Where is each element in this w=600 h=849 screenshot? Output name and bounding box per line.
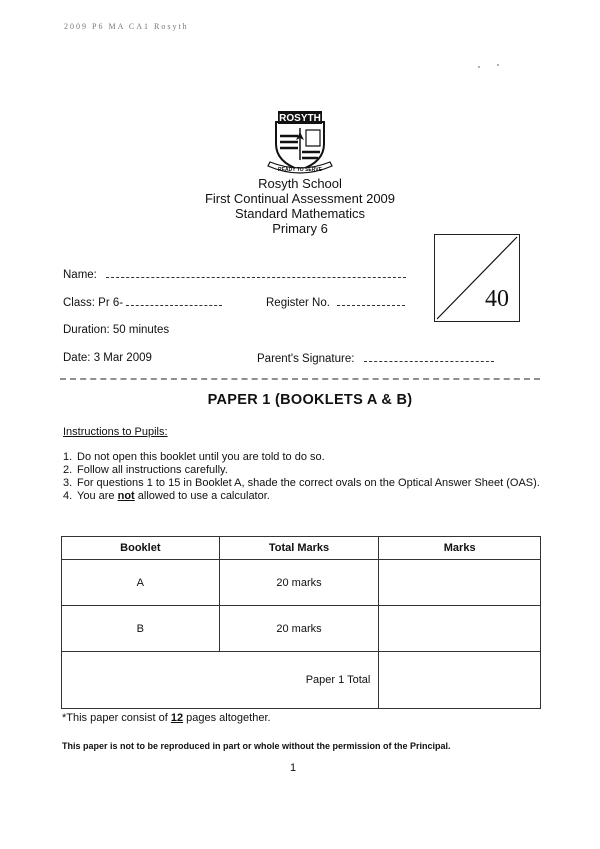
paper-total-label: Paper 1 Total	[62, 652, 379, 709]
instruction-item: 3. For questions 1 to 15 in Booklet A, shade the correct ovals on the Optical Answer Sheet (OAS).	[63, 477, 540, 489]
name-line[interactable]	[106, 268, 406, 278]
header-booklet: Booklet	[62, 537, 220, 560]
marks-table	[61, 536, 541, 709]
class-field[interactable]	[63, 296, 222, 309]
register-label: Register No.	[266, 297, 330, 309]
scan-speck	[478, 66, 480, 68]
class-label: Class:	[63, 297, 95, 309]
scan-speck	[497, 64, 499, 66]
class-line[interactable]	[126, 296, 222, 306]
paper-title: PAPER 1 (BOOKLETS A & B)	[207, 392, 413, 408]
total-marks-cell: 20 marks	[219, 560, 379, 606]
total-marks-value: 40	[485, 286, 509, 312]
date-label: Date:	[63, 352, 91, 364]
instruction-item: 2. Follow all instructions carefully.	[63, 464, 228, 476]
total-marks-cell: 20 marks	[219, 606, 379, 652]
duration-field	[63, 324, 169, 336]
header-total-marks: Total Marks	[219, 537, 379, 560]
parent-signature-line[interactable]	[364, 352, 494, 362]
svg-text:ROSYTH: ROSYTH	[279, 113, 321, 124]
paper-total-entry-cell[interactable]	[379, 652, 541, 709]
page-number: 1	[290, 762, 297, 774]
score-box	[434, 234, 520, 322]
page-count-note: *This paper consist of 12 pages altogether.	[62, 712, 271, 724]
instruction-text: You are not allowed to use a calculator.	[77, 490, 270, 502]
table-header-row	[62, 537, 541, 560]
subject-name: Standard Mathematics	[234, 206, 366, 221]
register-line[interactable]	[337, 296, 405, 306]
header-marks: Marks	[379, 537, 541, 560]
page-count-value: 12	[170, 712, 184, 724]
date-value: 3 Mar 2009	[93, 352, 152, 364]
svg-text:READY TO SERVE: READY TO SERVE	[278, 167, 322, 173]
instructions-heading: Instructions to Pupils:	[63, 426, 168, 438]
instruction-item: 4. You are not allowed to use a calculator.	[63, 490, 270, 502]
name-label: Name:	[63, 269, 97, 281]
school-name: Rosyth School	[258, 176, 342, 191]
level-name: Primary 6	[272, 221, 328, 236]
marks-entry-cell[interactable]	[379, 560, 541, 606]
document-header-mark: 2009 P6 MA CA1 Rosyth	[64, 22, 189, 31]
booklet-cell: A	[62, 560, 220, 606]
parent-signature-field[interactable]	[257, 352, 494, 365]
emphasis-not: not	[117, 490, 135, 502]
instruction-item: 1. Do not open this booklet until you are told to do so.	[63, 451, 325, 463]
title-block	[150, 176, 450, 236]
section-divider	[60, 378, 540, 380]
table-total-row	[62, 652, 541, 709]
register-field[interactable]	[266, 296, 405, 309]
name-field[interactable]	[63, 268, 406, 281]
table-row	[62, 606, 541, 652]
booklet-cell: B	[62, 606, 220, 652]
school-crest-logo	[266, 110, 334, 176]
marks-entry-cell[interactable]	[379, 606, 541, 652]
class-value: Pr 6-	[98, 297, 124, 309]
date-field	[63, 352, 152, 364]
parent-signature-label: Parent's Signature:	[257, 353, 355, 365]
assessment-name: First Continual Assessment 2009	[204, 191, 396, 206]
copyright-note: This paper is not to be reproduced in part or whole without the permission of the Principal.	[62, 741, 451, 751]
table-row	[62, 560, 541, 606]
instructions-list	[63, 451, 543, 503]
duration-label: Duration:	[63, 324, 110, 336]
duration-value: 50 minutes	[112, 324, 170, 336]
